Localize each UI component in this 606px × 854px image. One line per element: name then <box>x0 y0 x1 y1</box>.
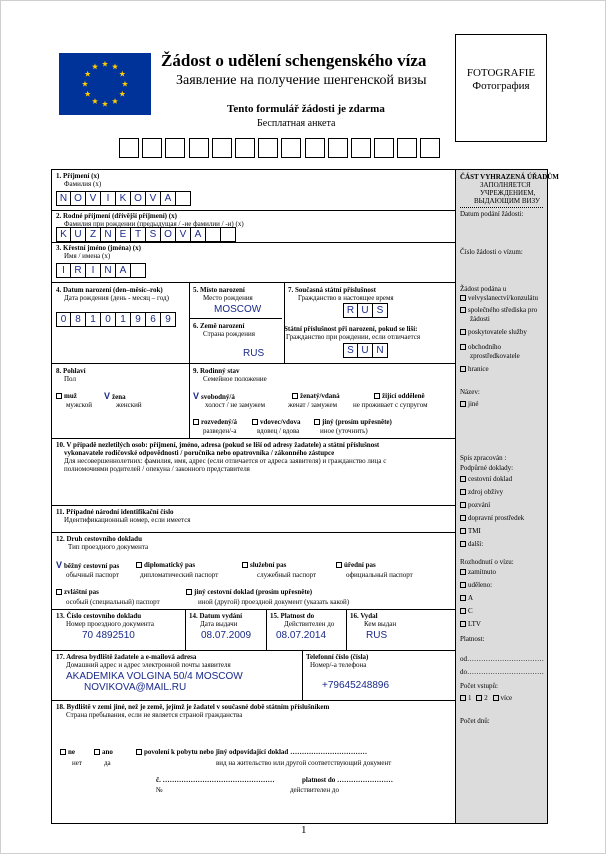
issued-by-label-ru: Кем выдан <box>364 620 397 628</box>
sex-female-option[interactable]: V žena <box>104 391 126 401</box>
doc-service-ru: служебный паспорт <box>257 571 317 579</box>
doc-special-option[interactable]: zvláštní pas <box>56 588 99 596</box>
letter-cell[interactable]: N <box>373 343 388 358</box>
tmi-checkbox[interactable] <box>460 528 466 534</box>
marital-single-option[interactable]: V svobodný/á <box>193 391 235 401</box>
letter-cell[interactable]: O <box>131 191 146 206</box>
eu-flag-logo <box>59 53 151 115</box>
surname-label-ru: Фамилия (x) <box>64 180 102 188</box>
other-option[interactable]: jiné <box>460 400 479 408</box>
residence-no-option[interactable]: ne <box>60 748 75 756</box>
phone-label-ru: Номер/-а телефона <box>310 661 367 669</box>
separated-checkbox[interactable] <box>374 393 380 399</box>
marital-label: 9. Rodinný stav <box>193 367 240 375</box>
marital-widow-ru: вдовец / вдова <box>257 427 300 435</box>
entries-multi-checkbox[interactable] <box>493 695 499 701</box>
other-checkbox[interactable] <box>314 419 320 425</box>
doc-regular-option[interactable]: V běžný cestovní pas <box>56 560 120 570</box>
application-number-boxes[interactable] <box>119 138 444 158</box>
border-checkbox[interactable] <box>460 366 466 372</box>
residence-yes-ru: да <box>104 759 111 767</box>
number-box[interactable] <box>374 138 394 158</box>
refused-checkbox[interactable] <box>460 569 466 575</box>
digit-cell[interactable]: 1 <box>116 312 131 327</box>
digit-cell[interactable]: 6 <box>146 312 161 327</box>
doc-special-ru: особый (специальный) паспорт <box>66 598 160 606</box>
residence-label-ru: Страна пребывания, если не является страной гражданства <box>66 711 243 719</box>
doc-other-checkbox[interactable] <box>186 589 192 595</box>
photo-label-ru: Фотография <box>472 80 530 92</box>
nationality-cells[interactable] <box>343 303 388 318</box>
letter-cell[interactable]: A <box>116 263 131 278</box>
doc-official-option[interactable]: úřední pas <box>336 561 376 569</box>
given-name-label-ru: Имя / имена (x) <box>64 252 111 260</box>
surname-label: 1. Příjmení (x) <box>56 172 100 180</box>
permit-valid-ru: действителен до <box>290 786 339 794</box>
letter-cell[interactable]: A <box>191 227 206 242</box>
refused-option[interactable]: zamítnuto <box>460 568 496 576</box>
invitation-checkbox[interactable] <box>460 502 466 508</box>
minor-label-3: Для несовершеннолетних: фамилия, имя, адрес (если отличается от адреса заявителя) и гражданство лица с <box>64 457 387 465</box>
digit-cell[interactable]: 8 <box>71 312 86 327</box>
passport-number-label: 13. Číslo cestovního dokladu <box>56 612 142 620</box>
number-box[interactable] <box>142 138 162 158</box>
number-box[interactable] <box>189 138 209 158</box>
doc-diplomatic-option[interactable]: diplomatický pas <box>136 561 195 569</box>
marital-separated-ru: не проживает с супругом <box>353 401 428 409</box>
sex-label: 8. Pohlaví <box>56 367 86 375</box>
letter-cell[interactable]: R <box>343 303 358 318</box>
number-box[interactable] <box>397 138 417 158</box>
birth-country-label-ru: Страна рождения <box>203 330 255 338</box>
letter-cell[interactable] <box>131 263 146 278</box>
photo-label-cz: FOTOGRAFIE <box>466 67 536 79</box>
residence-yes-option[interactable]: ano <box>94 748 113 756</box>
embassy-option[interactable]: velvyslanectví/konzulátu <box>460 294 538 302</box>
birth-place-value[interactable]: MOSCOW <box>214 304 262 315</box>
letter-cell[interactable] <box>176 191 191 206</box>
nationality-label-ru: Гражданство в настоящее время <box>298 294 394 302</box>
birth-nationality-cells[interactable] <box>343 343 388 358</box>
issued-checkbox[interactable] <box>460 582 466 588</box>
national-id-label: 11. Případné národní identifikační číslo <box>56 508 174 516</box>
digit-cell[interactable]: 9 <box>161 312 176 327</box>
no-checkbox[interactable] <box>60 749 66 755</box>
decision-label: Rozhodnutí o vízu: <box>460 558 514 566</box>
number-box[interactable] <box>258 138 278 158</box>
issue-date-value[interactable]: 08.07.2009 <box>201 630 252 641</box>
birth-nationality-label-ru: Гражданство при рождении, если отличается <box>286 333 421 341</box>
minor-label-2: vykonavatele rodičovské odpovědnosti / poručníka nebo opatrovníka / zákonného zástupce <box>64 449 335 457</box>
minor-label-1: 10. V případě nezletilých osob: příjmení, jméno, adresa (pokud se liší od adresy žadatele) a státní příslušnost <box>56 441 380 449</box>
letter-cell[interactable]: I <box>101 191 116 206</box>
birth-surname-label: 2. Rodné příjmení (dřívější příjmení) (x) <box>56 212 177 220</box>
letter-cell[interactable]: U <box>358 303 373 318</box>
service-provider-checkbox[interactable] <box>460 329 466 335</box>
official-checkbox[interactable] <box>336 562 342 568</box>
letter-cell[interactable]: S <box>146 227 161 242</box>
entries-2-checkbox[interactable] <box>476 695 482 701</box>
phone-label: Telefonní číslo (čísla) <box>306 653 369 661</box>
letter-cell[interactable] <box>221 227 236 242</box>
birth-date-label: 4. Datum narození (den–měsíc–rok) <box>56 286 163 294</box>
sex-male-ru: мужской <box>66 401 92 409</box>
diplomatic-checkbox[interactable] <box>136 562 142 568</box>
address-value[interactable]: AKADEMIKA VOLGINA 50/4 MOSCOW <box>66 671 243 682</box>
number-box[interactable] <box>235 138 255 158</box>
number-box[interactable] <box>119 138 139 158</box>
eu-stars-icon <box>59 53 151 115</box>
letter-cell[interactable]: K <box>116 191 131 206</box>
marital-other-ru: иное (уточнить) <box>320 427 368 435</box>
permit-valid-field[interactable]: platnost do …………………… <box>302 776 394 784</box>
valid-until-value[interactable]: 08.07.2014 <box>276 630 327 641</box>
title-russian: Заявление на получение шенгенской визы <box>176 73 427 88</box>
letter-cell[interactable]: O <box>71 191 86 206</box>
phone-value[interactable]: +79645248896 <box>322 680 390 691</box>
visa-number-label: Číslo žádosti o vízum: <box>460 248 523 256</box>
doc-other-ru: иной (другой) проездной документ (указать какой) <box>198 598 350 606</box>
transport-checkbox[interactable] <box>460 515 466 521</box>
male-checkbox[interactable] <box>56 393 62 399</box>
service-provider-option[interactable]: poskytovatele služby <box>460 328 527 336</box>
validity-label: Platnost: <box>460 635 485 643</box>
residence-permit-ru: вид на жительство или другой соответствующий документ <box>216 759 392 767</box>
valid-to-field[interactable]: do…………………………… <box>460 668 544 676</box>
processed-by-label: Spis zpracován : <box>460 454 507 462</box>
birth-surname-cells[interactable] <box>56 227 236 242</box>
free-note-russian: Бесплатная анкета <box>257 118 336 129</box>
doc-diplomatic-ru: дипломатический паспорт <box>140 571 219 579</box>
entries-options[interactable]: 1 2 více <box>460 694 512 702</box>
letter-cell[interactable]: S <box>343 343 358 358</box>
application-form <box>51 169 456 824</box>
sex-male-option[interactable]: muž <box>56 392 77 400</box>
letter-cell[interactable]: N <box>56 191 71 206</box>
birth-country-label: 6. Země narození <box>193 322 245 330</box>
nationality-label: 7. Současná státní příslušnost <box>288 286 376 294</box>
tmi-option[interactable]: TMI <box>460 527 481 535</box>
passport-number-label-ru: Номер проездного документа <box>66 620 154 628</box>
type-a-option[interactable]: A <box>460 594 473 602</box>
other2-checkbox[interactable] <box>460 541 466 547</box>
issued-by-label: 16. Vydal <box>350 612 378 620</box>
doc-other-option[interactable]: jiný cestovní doklad (prosím upřesněte) <box>186 588 312 596</box>
birth-nationality-label: Státní příslušnost při narození, pokud se liší: <box>284 325 418 333</box>
divorced-checkbox[interactable] <box>193 419 199 425</box>
letter-cell[interactable]: Z <box>86 227 101 242</box>
digit-cell[interactable]: 9 <box>131 312 146 327</box>
residence-permit-option[interactable]: povolení k pobytu nebo jiný odpovídající doklad …………………………… <box>136 748 367 756</box>
letter-cell[interactable]: O <box>161 227 176 242</box>
issue-date-label: 14. Datum vydání <box>189 612 243 620</box>
travel-doc-checkbox[interactable] <box>460 476 466 482</box>
doc-official-ru: официальный паспорт <box>346 571 413 579</box>
valid-from-field[interactable]: od…………………………… <box>460 655 544 663</box>
marital-widow-option[interactable]: vdovec/vdova <box>252 418 300 426</box>
name-label: Název: <box>460 388 480 396</box>
passport-number-value[interactable]: 70 4892510 <box>82 630 135 641</box>
common-center-label-2: žádosti <box>470 315 490 323</box>
travel-doc-option[interactable]: cestovní doklad <box>460 475 512 483</box>
digit-cell[interactable]: 0 <box>56 312 71 327</box>
letter-cell[interactable]: U <box>71 227 86 242</box>
number-box[interactable] <box>328 138 348 158</box>
number-box[interactable] <box>165 138 185 158</box>
birth-surname-label-ru: Фамилия при рождении (предыдущая / -ие фамилии / -и) (x) <box>64 220 244 228</box>
marital-other-option[interactable]: jiný (prosím upřesněte) <box>314 418 392 426</box>
marital-separated-option[interactable]: žijící odděleně <box>374 392 425 400</box>
doc-type-label-ru: Тип проездного документа <box>68 543 149 551</box>
doc-type-label: 12. Druh cestovního dokladu <box>56 535 142 543</box>
permit-checkbox[interactable] <box>136 749 142 755</box>
digit-cell[interactable]: 0 <box>101 312 116 327</box>
supporting-docs-label: Podpůrné doklady: <box>460 464 514 472</box>
letter-cell[interactable]: V <box>86 191 101 206</box>
issued-option[interactable]: uděleno: <box>460 581 492 589</box>
entries-label: Počet vstupů: <box>460 682 498 690</box>
valid-until-label-ru: Действителен до <box>284 620 335 628</box>
number-box[interactable] <box>281 138 301 158</box>
common-center-checkbox[interactable] <box>460 307 466 313</box>
commercial-option[interactable]: obchodního <box>460 343 501 351</box>
panel-header-ru-2: УЧРЕЖДЕНИЕМ, <box>480 189 536 197</box>
national-id-label-ru: Идентификационный номер, если имеется <box>64 516 191 524</box>
official-use-panel <box>456 169 559 824</box>
widow-checkbox[interactable] <box>252 419 258 425</box>
letter-cell[interactable]: R <box>71 263 86 278</box>
commercial-checkbox[interactable] <box>460 344 466 350</box>
residence-no-ru: нет <box>72 759 82 767</box>
type-c-checkbox[interactable] <box>460 608 466 614</box>
issue-date-label-ru: Дата выдачи <box>200 620 238 628</box>
address-label-ru: Домашний адрес и адрес электронной почты заявителя <box>66 661 231 669</box>
valid-until-label: 15. Platnost do <box>270 612 315 620</box>
panel-header-ru-3: ВЫДАЮЩИМ ВИЗУ <box>474 197 540 205</box>
entries-1-checkbox[interactable] <box>460 695 466 701</box>
female-check-mark: V <box>104 391 111 401</box>
marital-divorced-option[interactable]: rozvedený/á <box>193 418 237 426</box>
letter-cell[interactable]: N <box>101 263 116 278</box>
means-option[interactable]: zdroj obživy <box>460 488 503 496</box>
single-check-mark: V <box>193 391 200 401</box>
letter-cell[interactable]: N <box>101 227 116 242</box>
permit-number-field[interactable]: č. ………………………………………… <box>156 776 275 784</box>
given-name-cells[interactable] <box>56 263 146 278</box>
type-c-option[interactable]: C <box>460 607 473 615</box>
common-center-option[interactable]: společného střediska pro <box>460 306 537 314</box>
digit-cell[interactable]: 1 <box>86 312 101 327</box>
letter-cell[interactable]: V <box>146 191 161 206</box>
title-czech: Žádost o udělení schengenského víza <box>161 51 427 70</box>
letter-cell[interactable]: S <box>373 303 388 318</box>
type-a-checkbox[interactable] <box>460 595 466 601</box>
address-label: 17. Adresa bydliště žadatele a e-mailová adresa <box>56 653 197 661</box>
embassy-checkbox[interactable] <box>460 295 466 301</box>
given-name-label: 3. Křestní jméno (jména) (x) <box>56 244 141 252</box>
birth-country-value[interactable]: RUS <box>243 348 265 359</box>
residence-label: 18. Bydliště v zemi jiné, než je země, jejímž je žadatel v současné době státním příslušníkem <box>56 703 330 711</box>
marital-label-ru: Семейное положение <box>203 375 267 383</box>
minor-label-4: полномочиями родителей / опекуна / законного представителя <box>64 465 250 473</box>
letter-cell[interactable]: U <box>358 343 373 358</box>
marital-divorced-ru: разведен/-а <box>203 427 237 435</box>
birth-place-label-ru: Место рождения <box>203 294 253 302</box>
doc-regular-ru: обычный паспорт <box>66 571 119 579</box>
marital-married-ru: женат / замужем <box>288 401 338 409</box>
yes-checkbox[interactable] <box>94 749 100 755</box>
other2-option[interactable]: další: <box>460 540 483 548</box>
submitted-at-label: Žádost podána u <box>460 285 507 293</box>
letter-cell[interactable]: V <box>176 227 191 242</box>
number-box[interactable] <box>212 138 232 158</box>
birth-date-cells[interactable] <box>56 312 176 327</box>
marital-single-ru: холост / не замужем <box>205 401 266 409</box>
sex-female-ru: женский <box>116 401 142 409</box>
permit-number-ru: № <box>156 786 163 794</box>
doc-service-option[interactable]: služební pas <box>242 561 286 569</box>
panel-header: ČÁST VYHRAZENÁ ÚŘADŮM <box>460 173 559 181</box>
type-ltv-checkbox[interactable] <box>460 621 466 627</box>
letter-cell[interactable]: I <box>56 263 71 278</box>
free-note-czech: Tento formulář žádosti je zdarma <box>227 103 385 115</box>
email-value[interactable]: NOVIKOVA@MAIL.RU <box>84 682 187 693</box>
means-checkbox[interactable] <box>460 489 466 495</box>
birth-place-label: 5. Místo narození <box>193 286 245 294</box>
letter-cell[interactable]: T <box>131 227 146 242</box>
letter-cell[interactable]: I <box>86 263 101 278</box>
photo-box[interactable] <box>455 34 547 142</box>
date-submitted-label: Datum podání žádosti: <box>460 210 524 218</box>
letter-cell[interactable] <box>206 227 221 242</box>
number-box[interactable] <box>351 138 371 158</box>
married-checkbox[interactable] <box>292 393 298 399</box>
invitation-option[interactable]: pozvání <box>460 501 490 509</box>
number-box[interactable] <box>420 138 440 158</box>
regular-check-mark: V <box>56 560 63 570</box>
birth-date-label-ru: Дата рождения (день - месяц – год) <box>64 294 169 302</box>
issued-by-value[interactable]: RUS <box>366 630 388 641</box>
letter-cell[interactable]: K <box>56 227 71 242</box>
commercial-label-2: zprostředkovatele <box>470 352 520 360</box>
marital-married-option[interactable]: ženatý/vdaná <box>292 392 340 400</box>
surname-cells[interactable] <box>56 191 191 206</box>
special-checkbox[interactable] <box>56 589 62 595</box>
letter-cell[interactable]: A <box>161 191 176 206</box>
other-side-checkbox[interactable] <box>460 401 466 407</box>
days-label: Počet dnů: <box>460 717 490 725</box>
border-option[interactable]: hranice <box>460 365 489 373</box>
sex-label-ru: Пол <box>64 375 76 383</box>
page-number: 1 <box>301 824 307 836</box>
number-box[interactable] <box>305 138 325 158</box>
type-ltv-option[interactable]: LTV <box>460 620 481 628</box>
service-checkbox[interactable] <box>242 562 248 568</box>
letter-cell[interactable]: E <box>116 227 131 242</box>
panel-header-ru-1: ЗАПОЛНЯЕТСЯ <box>480 181 531 189</box>
transport-option[interactable]: dopravní prostředek <box>460 514 524 522</box>
